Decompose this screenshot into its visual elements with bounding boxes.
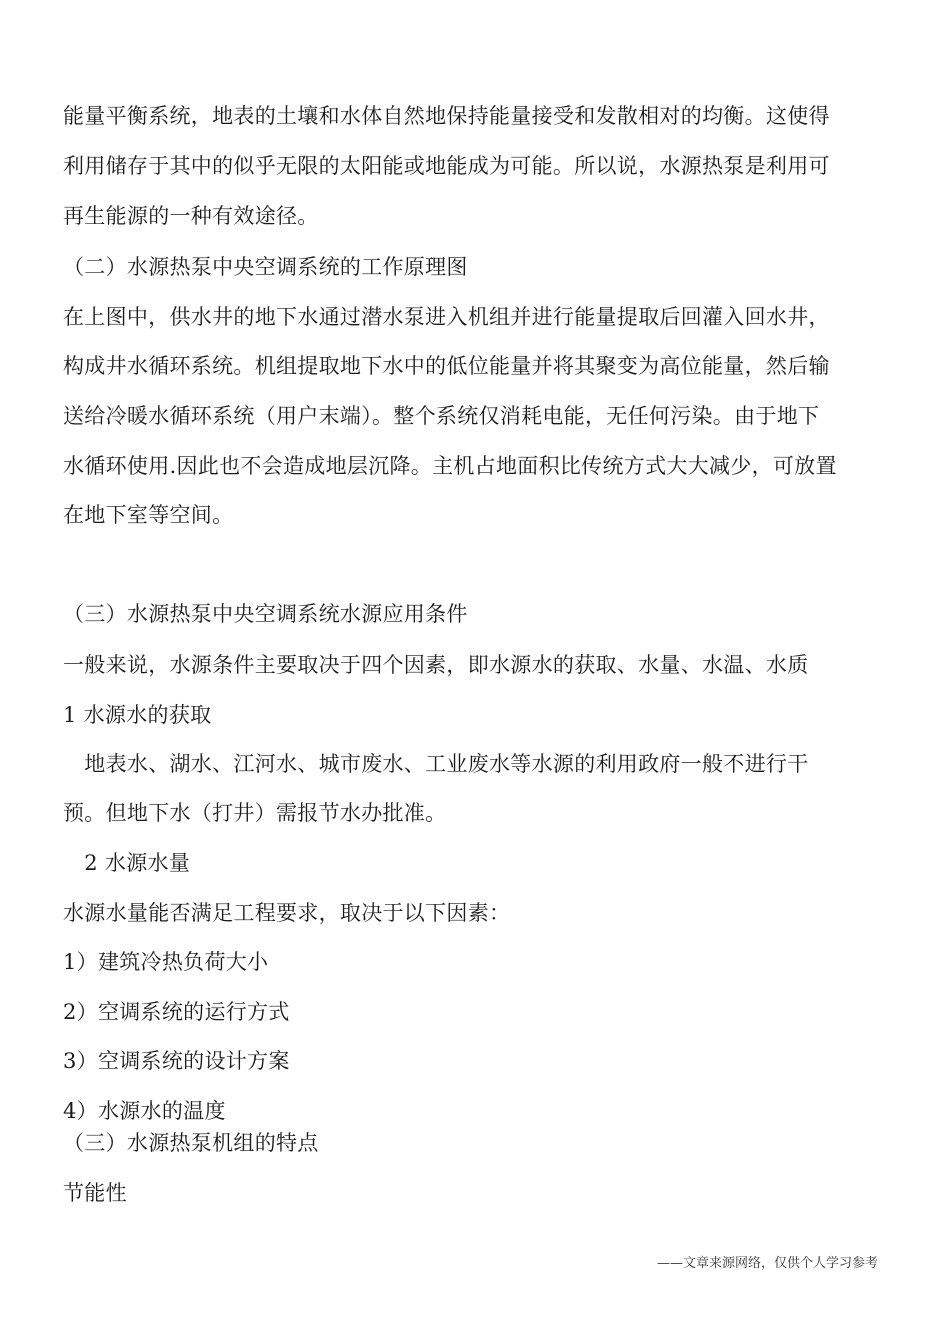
paragraph-line: 送给冷暖水循环系统（用户末端）。整个系统仅消耗电能，无任何污染。由于地下 <box>63 404 820 428</box>
paragraph-line: 能量平衡系统，地表的土壤和水体自然地保持能量接受和发散相对的均衡。这使得 <box>63 104 830 128</box>
paragraph-line: 预。但地下水（打井）需报节水办批准。 <box>63 801 447 825</box>
section-heading: （二）水源热泵中央空调系统的工作原理图 <box>63 255 468 279</box>
list-item: 4）水源水的温度 <box>63 1099 226 1123</box>
footer-note: ——文章来源网络，仅供个人学习参考 <box>656 1256 878 1271</box>
paragraph-line: 水循环使用.因此也不会造成地层沉降。主机占地面积比传统方式大大减少，可放置 <box>63 454 837 478</box>
subsection-title: 1 水源水的获取 <box>63 703 212 727</box>
paragraph-line: 一般来说，水源条件主要取决于四个因素，即水源水的获取、水量、水温、水质 <box>63 653 809 677</box>
paragraph-line: 在上图中，供水井的地下水通过潜水泵进入机组并进行能量提取后回灌入回水井， <box>63 305 830 329</box>
subsection-title: 2 水源水量 <box>63 851 191 875</box>
paragraph-line: 再生能源的一种有效途径。 <box>63 204 319 228</box>
paragraph-line: 节能性 <box>63 1181 127 1205</box>
paragraph-line: 水源水量能否满足工程要求，取决于以下因素： <box>63 901 511 925</box>
paragraph-line: 构成井水循环系统。机组提取地下水中的低位能量并将其聚变为高位能量，然后输 <box>63 354 830 378</box>
list-item: 1）建筑冷热负荷大小 <box>63 950 269 974</box>
list-item: 2）空调系统的运行方式 <box>63 1000 290 1024</box>
section-heading: （三）水源热泵机组的特点 <box>63 1131 319 1155</box>
list-item: 3）空调系统的设计方案 <box>63 1049 290 1073</box>
section-heading: （三）水源热泵中央空调系统水源应用条件 <box>63 602 468 626</box>
paragraph-line: 利用储存于其中的似乎无限的太阳能或地能成为可能。所以说，水源热泵是利用可 <box>63 154 830 178</box>
paragraph-line: 在地下室等空间。 <box>63 503 234 527</box>
paragraph-line: 地表水、湖水、江河水、城市废水、工业废水等水源的利用政府一般不进行干 <box>63 752 809 776</box>
